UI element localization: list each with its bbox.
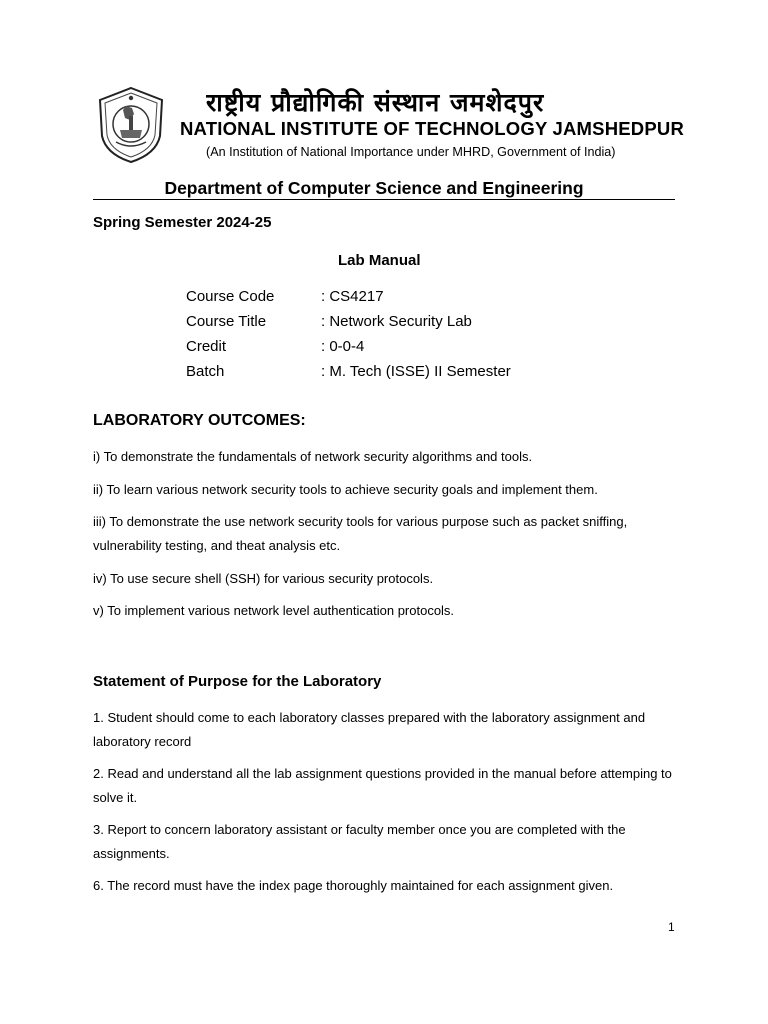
department-title: Department of Computer Science and Engineering xyxy=(93,176,675,200)
institute-banner xyxy=(96,86,696,164)
purpose-item: 2. Read and understand all the lab assignment questions provided in the manual before attemping to solve it. xyxy=(93,766,672,805)
institute-name-hindi: राष्ट्रीय प्रौद्योगिकी संस्थान जमशेदपुर xyxy=(206,88,545,117)
course-info-key: Credit xyxy=(186,338,227,355)
purpose-item: 3. Report to concern laboratory assistant or faculty member once you are completed with the assignments. xyxy=(93,822,626,861)
outcome-item: i) To demonstrate the fundamentals of network security algorithms and tools. xyxy=(93,449,533,464)
course-info-key: Course Title xyxy=(186,313,267,330)
lab-manual-title: Lab Manual xyxy=(338,252,421,269)
institute-logo-icon xyxy=(96,86,166,164)
course-info-value: : CS4217 xyxy=(321,288,384,305)
purpose-heading: Statement of Purpose for the Laboratory xyxy=(93,673,382,690)
purpose-item: 6. The record must have the index page thoroughly maintained for each assignment given. xyxy=(93,878,614,893)
outcome-item: ii) To learn various network security tools to achieve security goals and implement them. xyxy=(93,482,598,497)
outcome-item: iii) To demonstrate the use network security tools for various purpose such as packet sniffing, vulnerability testing, and theat analysis etc. xyxy=(93,514,628,553)
institute-subtitle: (An Institution of National Importance under MHRD, Government of India) xyxy=(206,145,616,159)
outcome-item: v) To implement various network level authentication protocols. xyxy=(93,603,455,618)
page-number: 1 xyxy=(668,920,675,934)
course-info-value: : Network Security Lab xyxy=(321,313,472,330)
semester-label: Spring Semester 2024-25 xyxy=(93,214,272,231)
course-info-value: : M. Tech (ISSE) II Semester xyxy=(321,363,511,380)
course-info-key: Batch xyxy=(186,363,225,380)
purpose-item: 1. Student should come to each laboratory classes prepared with the laboratory assignment and laboratory record xyxy=(93,710,646,749)
course-info-key: Course Code xyxy=(186,288,275,305)
institute-name: NATIONAL INSTITUTE OF TECHNOLOGY JAMSHEDPUR xyxy=(180,118,685,139)
course-info-value: : 0-0-4 xyxy=(321,338,365,355)
outcomes-heading: LABORATORY OUTCOMES: xyxy=(93,412,306,429)
outcome-item: iv) To use secure shell (SSH) for various security protocols. xyxy=(93,571,434,586)
